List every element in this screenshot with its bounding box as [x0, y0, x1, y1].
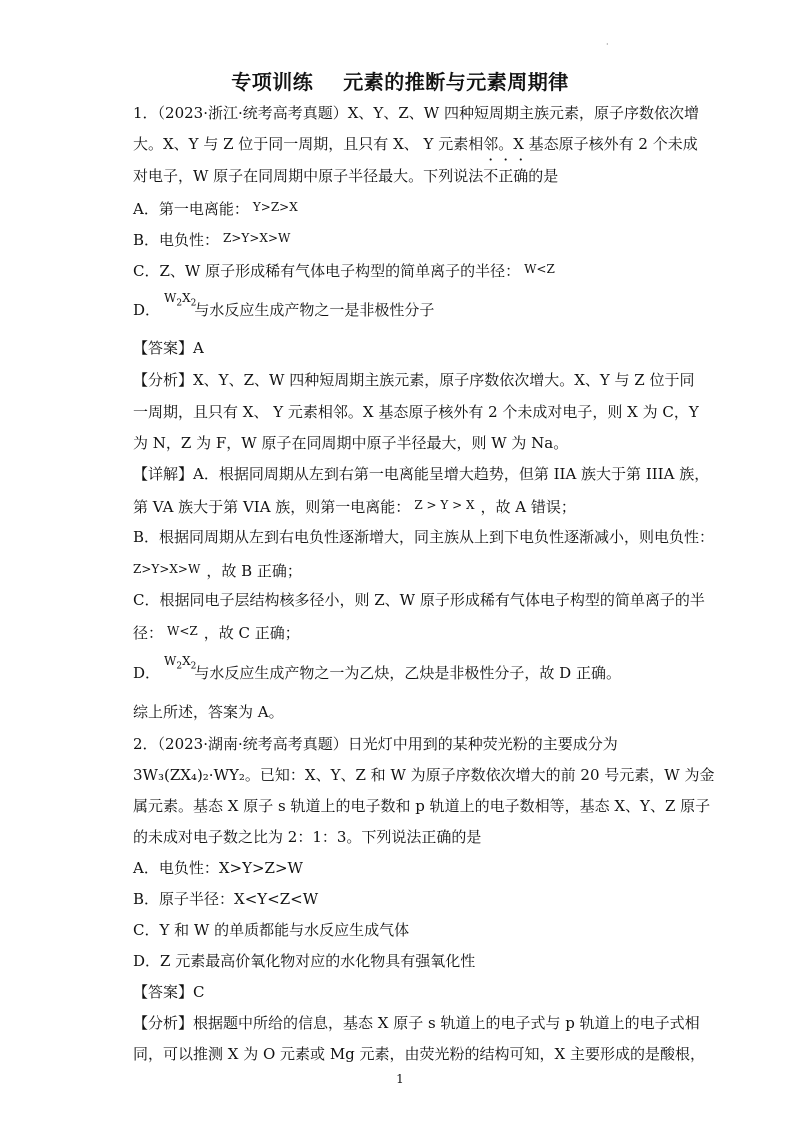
formula: Z > Y > X: [414, 498, 475, 512]
formula: Y>Z>X: [252, 200, 298, 214]
detail-text: ，故 A 错误；: [480, 498, 576, 516]
formula: Z>Y>X>W: [133, 562, 201, 576]
option-label: B．电负性：: [133, 231, 220, 249]
q2-stem-line2: 3W₃(ZX₄)₂·WY₂。已知：X、Y、Z 和 W 为原子序数依次增大的前 20 号元素，W 为金: [133, 766, 715, 784]
q1-detail-line7: [133, 654, 621, 686]
option-label: D．: [133, 301, 161, 319]
formula: W<Z: [167, 624, 198, 638]
q1-analysis-line1: 【分析】X、Y、Z、W 四种短周期主族元素，原子序数依次增大。X、Y 与 Z 位于同: [133, 371, 695, 389]
q1-option-d: [133, 291, 435, 323]
q1-detail-line6: [133, 621, 300, 643]
q1-stem-line3: [133, 166, 558, 186]
q2-stem-line1: 2．（2023·湖南·统考高考真题）日光灯中用到的某种荧光粉的主要成分为: [133, 735, 618, 753]
q1-analysis-line3: 为 N，Z 为 F，W 原子在同周期中原子半径最大，则 W 为 Na。: [133, 434, 569, 452]
q1-option-b: [133, 228, 296, 250]
q1-detail-line2: [133, 495, 576, 517]
q1-detail-line1: 【详解】A．根据同周期从左到右第一电离能呈增大趋势，但第 IIA 族大于第 IIIA 族，: [133, 465, 710, 483]
q1-stem-line3b: 的是: [528, 167, 559, 185]
formula-w2x2: $W_2X_2$: [164, 291, 197, 309]
q2-analysis-line2: 同，可以推测 X 为 O 元素或 Mg 元素，由荧光粉的结构可知，X 主要形成的是酸根，: [133, 1045, 705, 1063]
q1-option-c: [133, 259, 561, 281]
detail-text: 与水反应生成产物之一为乙炔，乙炔是非极性分子，故 D 正确。: [194, 664, 621, 682]
detail-text: ，故 C 正确；: [203, 624, 300, 642]
q2-stem-line3: 属元素。基态 X 原子 s 轨道上的电子数和 p 轨道上的电子数相等，基态 X、Y、Z 原子: [133, 797, 711, 815]
q1-option-a: [133, 197, 304, 219]
formula: W<Z: [524, 262, 555, 276]
formula-w2x2: $W_2X_2$: [164, 654, 197, 672]
q2-option-a: A．电负性：X>Y>Z>W: [133, 859, 303, 877]
emphasis-char: 确: [513, 167, 529, 185]
title-part1: 专项训练: [231, 70, 314, 94]
q1-detail-line5: C．根据同电子层结构核多径小，则 Z、W 原子形成稀有气体电子构型的简单离子的半: [133, 591, 705, 609]
q2-answer: 【答案】C: [133, 983, 205, 1001]
q1-answer: 【答案】A: [133, 339, 204, 357]
detail-text: 第 VA 族大于第 VIA 族，则第一电离能：: [133, 498, 411, 516]
q2-analysis-line1: 【分析】根据题中所给的信息，基态 X 原子 s 轨道上的电子式与 p 轨道上的电子式相: [133, 1014, 700, 1032]
q1-stem-line3a: 对电子，W 原子在同周期中原子半径最大。下列说法: [133, 167, 484, 185]
q2-option-c: C．Y 和 W 的单质都能与水反应生成气体: [133, 921, 410, 939]
q2-option-d: D．Z 元素最高价氧化物对应的水化物具有强氧化性: [133, 952, 476, 970]
q2-stem-line4: 的未成对电子数之比为 2：1：3。下列说法正确的是: [133, 828, 482, 846]
formula: Z>Y>X>W: [223, 231, 291, 245]
q1-stem-line1: 1．（2023·浙江·统考高考真题）X、Y、Z、W 四种短周期主族元素，原子序数依次增: [133, 104, 699, 122]
q2-option-b: B．原子半径：X<Y<Z<W: [133, 890, 319, 908]
option-text: 与水反应生成产物之一是非极性分子: [194, 301, 435, 319]
option-label: C．Z、W 原子形成稀有气体电子构型的简单离子的半径：: [133, 262, 521, 280]
page-title: [0, 66, 800, 95]
title-part2: 元素的推断与元素周期律: [343, 70, 569, 94]
q1-analysis-line2: 一周期，且只有 X、 Y 元素相邻。X 基态原子核外有 2 个未成对电子，则 X 为 C，Y: [133, 403, 699, 421]
detail-text: D．: [133, 664, 161, 682]
q1-detail-line3: B．根据同周期从左到右电负性逐渐增大，同主族从上到下电负性逐渐减小，则电负性：: [133, 528, 715, 546]
q1-detail-line4: [133, 559, 302, 581]
q1-summary: 综上所述，答案为 A。: [133, 703, 284, 721]
detail-text: ，故 B 正确；: [206, 562, 302, 580]
detail-text: 径：: [133, 624, 164, 642]
corner-mark: ·: [606, 40, 609, 49]
q1-stem-line2: 大。X、Y 与 Z 位于同一周期，且只有 X、 Y 元素相邻。X 基态原子核外有 2 个未成: [133, 135, 698, 153]
emphasis-char: 正: [498, 167, 514, 185]
emphasis-char: 不: [483, 167, 499, 185]
page-number: 1: [396, 1072, 404, 1086]
option-label: A．第一电离能：: [133, 200, 249, 218]
